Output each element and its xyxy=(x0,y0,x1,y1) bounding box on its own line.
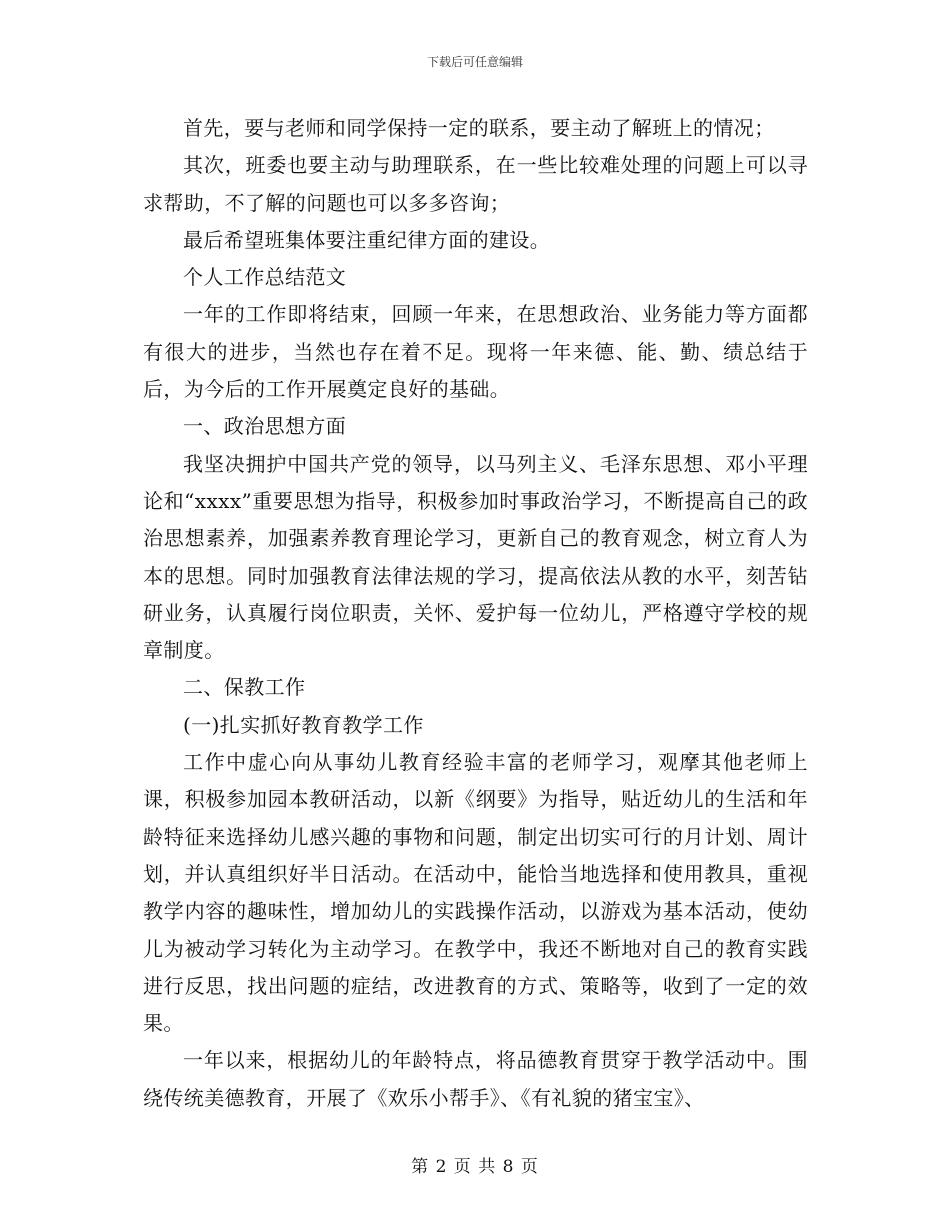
subsection-heading-teaching: (一)扎实抓好教育教学工作 xyxy=(183,712,424,737)
paragraph-3: 最后希望班集体要注重纪律方面的建设。 xyxy=(183,227,551,252)
paragraph-1: 首先，要与老师和同学保持一定的联系，要主动了解班上的情况； xyxy=(183,116,775,140)
section-heading-politics: 一、政治思想方面 xyxy=(183,414,347,439)
header-note: 下载后可任意编辑 xyxy=(426,55,523,69)
paragraph-moral-education: 一年以来，根据幼儿的年龄特点，将品德教育贯穿于教学活动中。围绕传统美德教育，开展了《欢乐小帮手》、《有礼貌的猪宝宝》、 xyxy=(143,1048,808,1110)
document-body xyxy=(143,110,808,1117)
paragraph-teaching: 工作中虚心向从事幼儿教育经验丰富的老师学习，观摩其他老师上课，积极参加园本教研活动，以新《纲要》为指导，贴近幼儿的生活和年龄特征来选择幼儿感兴趣的事物和问题，制定出切实可行的月计划、周计划，并认真组织好半日活动。在活动中，能恰当地选择和使用教具，重视教学内容的趣味性，增加幼儿的实践操作活动，以游戏为基本活动，使幼儿为被动学习转化为主动学习。在教学中，我还不断地对自己的教育实践进行反思，找出问题的症结，改进教育的方式、策略等，收到了一定的效果。 xyxy=(143,750,808,1036)
page-number: 第 2 页 共 8 页 xyxy=(411,1157,539,1177)
section-heading-teaching: 二、保教工作 xyxy=(183,675,306,700)
paragraph-politics: 我坚决拥护中国共产党的领导，以马列主义、毛泽东思想、邓小平理论和“xxxx”重要思想为指导，积极参加时事政治学习，不断提高自己的政治思想素养，加强素养教育理论学习，更新自己的教育观念，树立育人为本的思想。同时加强教育法律法规的学习，提高依法从教的水平，刻苦钻研业务，认真履行岗位职责，关怀、爱护每一位幼儿，严格遵守学校的规章制度。 xyxy=(143,451,808,663)
paragraph-intro: 一年的工作即将结束，回顾一年来，在思想政治、业务能力等方面都有很大的进步，当然也存在着不足。现将一年来德、能、勤、绩总结于后，为今后的工作开展奠定良好的基础。 xyxy=(143,302,808,402)
section-heading-summary: 个人工作总结范文 xyxy=(183,265,347,290)
paragraph-2: 其次，班委也要主动与助理联系，在一些比较难处理的问题上可以寻求帮助，不了解的问题也可以多多咨询； xyxy=(143,153,808,215)
